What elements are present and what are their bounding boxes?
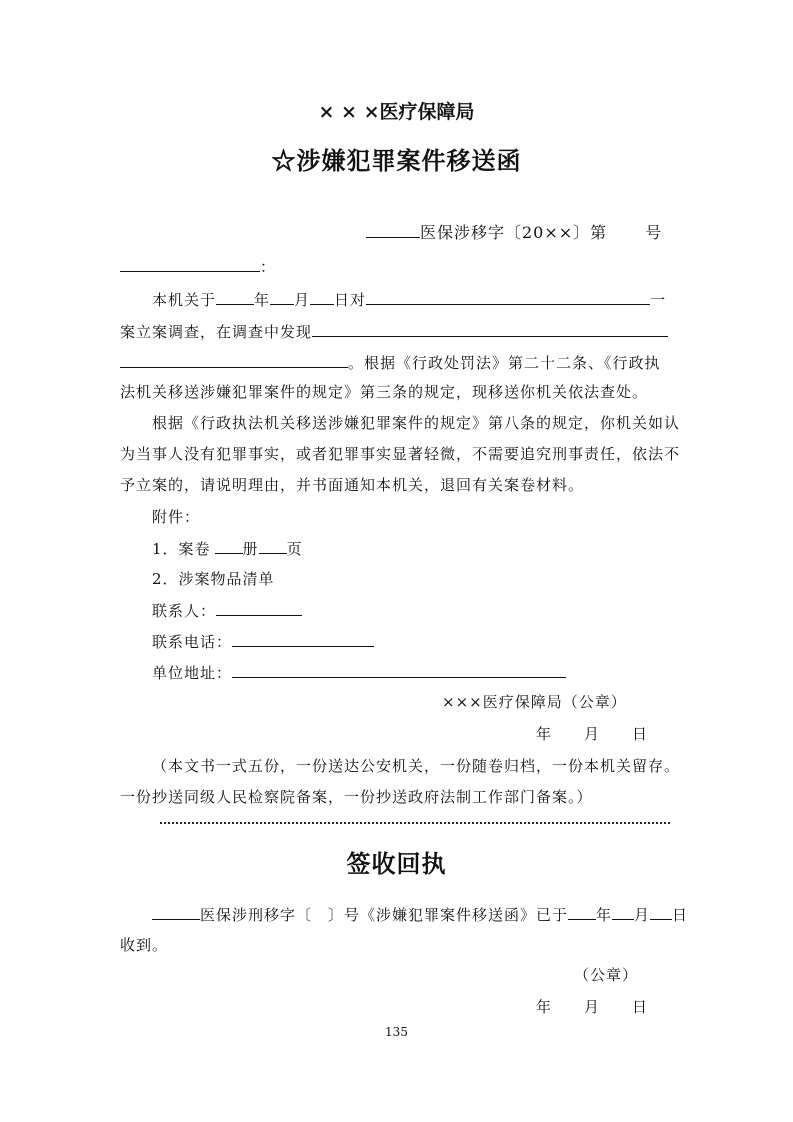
paragraph-1-line-1 [152,289,666,310]
blank-contact-person [216,600,302,616]
blank-number-prefix [366,222,420,238]
document-number-suffix: 号 [645,223,663,242]
blank-month [270,289,294,305]
document-title: ☆涉嫌犯罪案件移送函 [271,146,522,175]
text-segment: 一 [650,291,667,309]
receipt-title: 签收回执 [346,849,447,878]
paragraph-2-line-2: 为当事人没有犯罪事实，或者犯罪事实显著轻微，不需要追究刑事责任，依法不 [120,445,681,463]
copies-note-line-2: 一份抄送同级人民检察院备案，一份抄送政府法制工作部门备案。） [120,788,593,806]
attachments-label: 附件： [152,508,201,526]
receipt-seal: （公章） [574,966,639,984]
address-label: 单位地址： [152,664,233,682]
text-segment: 页 [286,540,303,558]
paragraph-2-line-1: 根据《行政执法机关移送涉嫌犯罪案件的规定》第八条的规定，你机关如认 [152,414,681,432]
contact-phone-line [152,631,374,652]
receipt-date: 年 月 日 [536,998,649,1016]
text-segment: 。根据《行政处罚法》第二十二条、《行政执 [348,354,661,372]
cut-line-divider [160,812,670,824]
text-segment: 月 [294,291,311,309]
blank-address [232,662,566,678]
text-segment: 月 [634,906,651,924]
document-number-line [366,222,662,243]
page-number: 135 [385,1025,408,1039]
blank-findings [312,321,668,337]
address-line [152,662,566,683]
text-segment: 年 [596,906,613,924]
issuer-seal: ×××医疗保障局（公章） [442,693,627,711]
blank-receipt-year [568,904,596,920]
blank-addressee [120,256,260,272]
attachment-1 [152,538,303,559]
contact-person-line [152,600,302,621]
blank-volumes [215,538,243,554]
text-segment: 医保涉刑移字〔 〕号《涉嫌犯罪案件移送函》已于 [200,906,569,924]
contact-person-label: 联系人： [152,602,217,620]
receipt-line-1 [152,904,688,925]
blank-receipt-day [650,904,672,920]
text-segment: 案立案调查，在调查中发现 [120,323,313,341]
blank-contact-phone [232,631,374,647]
copies-note-line-1: （本文书一式五份，一份送达公安机关，一份随卷归档，一份本机关留存。 [152,757,681,775]
text-segment: 年 [254,291,271,309]
addressee-colon: ： [260,258,277,276]
paragraph-2-line-3: 予立案的，请说明理由，并书面通知本机关，退回有关案卷材料。 [120,476,585,494]
paragraph-1-line-3 [120,352,661,373]
issuing-organization: × × ×医疗保障局 [318,101,475,123]
paragraph-1-line-4: 法机关移送涉嫌犯罪案件的规定》第三条的规定，现移送你机关依法查处。 [120,383,649,401]
blank-receipt-month [612,904,634,920]
text-segment: 1．案卷 [152,540,211,558]
text-segment: 日 [672,906,689,924]
document-number-label: 医保涉移字〔20××〕第 [420,223,608,242]
attachment-2: 2．涉案物品清单 [152,570,275,588]
addressee-line [120,256,276,277]
text-segment: 本机关于 [152,291,217,309]
text-segment: 日对 [334,291,367,309]
blank-year [216,289,254,305]
issue-date: 年 月 日 [536,725,649,743]
blank-findings-continued [120,352,348,368]
text-segment: 册 [242,540,259,558]
paragraph-1-line-2 [120,321,668,342]
blank-receipt-prefix [152,904,200,920]
blank-party [366,289,650,305]
blank-pages [259,538,287,554]
blank-day [310,289,334,305]
receipt-line-2: 收到。 [120,936,169,954]
contact-phone-label: 联系电话： [152,633,233,651]
